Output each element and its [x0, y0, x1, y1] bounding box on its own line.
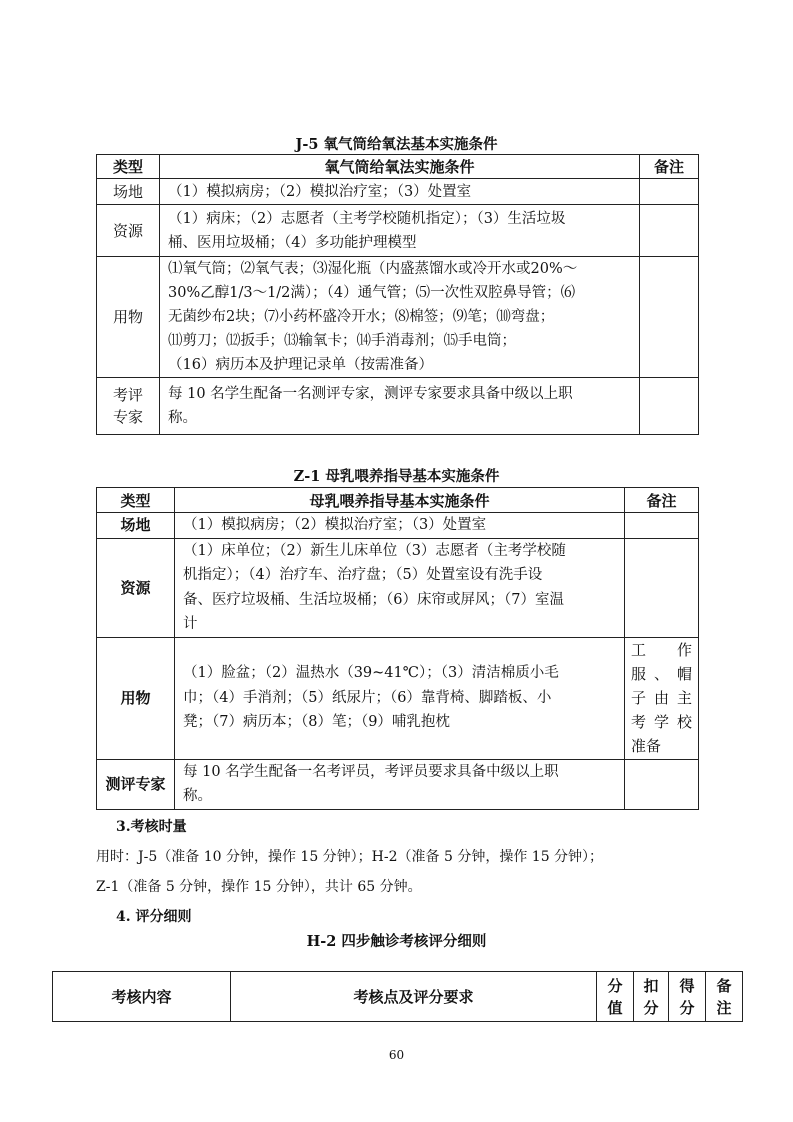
text-line: 桶、医用垃圾桶；（4）多功能护理模型 [168, 234, 417, 251]
text-line: 称。 [168, 410, 197, 426]
table1-header-row [97, 155, 699, 179]
table1-header-note: 备注 [640, 155, 699, 179]
section3-line-2: Z-1（准备 5 分钟，操作 15 分钟），共计 65 分钟。 [96, 879, 422, 895]
text-line: 考学校 [631, 713, 692, 731]
table2-header-note: 备注 [625, 488, 699, 513]
table3-header-note [706, 972, 743, 1022]
section4-subtitle: H-2 四步触诊考核评分细则 [306, 933, 487, 950]
table1-venue-note [640, 179, 699, 205]
table1-supplies-note [640, 257, 699, 378]
text-line: 考评 [112, 386, 143, 404]
table2-venue-note [625, 513, 699, 539]
text-line: 巾；（4）手消剂；（5）纸尿片；（6）靠背椅、脚踏板、小 [183, 689, 552, 706]
text-line: ⑴氧气筒；⑵氧气表；⑶湿化瓶（内盛蒸馏水或冷开水或20%～ [168, 261, 578, 277]
table1-type-venue: 场地 [97, 179, 160, 205]
table3-header-get [669, 972, 706, 1022]
text-line: 无菌纱布2块；⑺小药杯盛冷开水；⑻棉签；⑼笔；⑽弯盘； [168, 309, 555, 325]
table2-row-supplies [97, 637, 699, 759]
table3-header-content: 考核内容 [53, 972, 231, 1022]
table2-supplies-content [175, 637, 625, 759]
table2-venue-content [175, 513, 625, 539]
table1-row-venue [97, 179, 699, 205]
table1-type-supplies: 用物 [97, 257, 160, 378]
section3-line-1: 用时：J-5（准备 10 分钟，操作 15 分钟）；H-2（准备 5 分钟，操作 15 分钟）； [96, 849, 604, 865]
table2-row-resources [97, 538, 699, 637]
table2-supplies-note [625, 637, 699, 759]
section4-title: 4. 评分细则 [116, 909, 192, 925]
table3-header-row [53, 972, 743, 1022]
table2-header-type: 类型 [97, 488, 175, 513]
table2-row-venue [97, 513, 699, 539]
text-line: 每 10 名学生配备一名测评专家，测评专家要求具备中级以上职 [168, 386, 573, 402]
table2-type-experts: 测评专家 [97, 759, 175, 809]
text-line: 注 [716, 998, 732, 1017]
table1-row-experts [97, 378, 699, 435]
text-line: 准备 [631, 737, 662, 755]
text-line: 工 作 [631, 641, 692, 659]
table2-row-experts [97, 759, 699, 809]
text-line: 子由主 [631, 689, 692, 707]
text-line: ⑾剪刀；⑿扳手；⒀输氧卡；⒁手消毒剂；⒂手电筒； [168, 333, 516, 349]
text-line: 30%乙醇1/3～1/2满）；（4）通气管；⑸一次性双腔鼻导管；⑹ [168, 285, 576, 301]
table1-header-conditions: 氧气筒给氧法实施条件 [160, 155, 640, 179]
text-line: 每 10 名学生配备一名考评员，考评员要求具备中级以上职 [183, 763, 559, 780]
table1-experts-content [160, 378, 640, 435]
text-line: 分 [643, 998, 659, 1017]
table2-resources-content [175, 538, 625, 637]
text-line: 机指定）；（4）治疗车、治疗盘；（5）处置室设有洗手设 [183, 567, 543, 583]
text-line: 专家 [112, 408, 143, 426]
table2-resources-note [625, 538, 699, 637]
table3 [52, 971, 743, 1022]
text-line: （1）模拟病房；（2）模拟治疗室；（3）处置室 [168, 183, 472, 200]
text-line: 扣 [643, 976, 659, 995]
table1-supplies-content [160, 257, 640, 378]
table1-row-resources [97, 205, 699, 257]
table2-type-venue: 场地 [97, 513, 175, 539]
table1-experts-note [640, 378, 699, 435]
text-line: 备 [716, 976, 732, 995]
page-number: 60 [388, 1048, 405, 1062]
table2-experts-content [175, 759, 625, 809]
text-line: （16）病历本及护理记录单（按需准备） [168, 357, 433, 373]
table3-header-points: 考核点及评分要求 [231, 972, 597, 1022]
text-line: 值 [607, 998, 623, 1017]
text-line: （1）床单位；（2）新生儿床单位（3）志愿者（主考学校随 [183, 542, 566, 559]
section3-title: 3.考核时量 [116, 819, 187, 835]
text-line: 称。 [183, 788, 212, 804]
table1-row-supplies [97, 257, 699, 378]
table2-header-row [97, 488, 699, 513]
table2-caption: Z-1 母乳喂养指导基本实施条件 [293, 468, 500, 485]
text-line: 凳；（7）病历本；（8）笔；（9）哺乳抱枕 [183, 714, 450, 731]
table2-experts-note [625, 759, 699, 809]
text-line: 备、医疗垃圾桶、生活垃圾桶；（6）床帘或屏风；（7）室温 [183, 591, 564, 608]
text-line: 分 [679, 998, 695, 1017]
table1-type-resources: 资源 [97, 205, 160, 257]
text-line: （1）脸盆；（2）温热水（39~41℃）；（3）清洁棉质小毛 [183, 665, 559, 682]
text-line: 服、帽 [631, 665, 692, 683]
table2-type-supplies: 用物 [97, 637, 175, 759]
table2-type-resources: 资源 [97, 538, 175, 637]
table2 [96, 487, 699, 810]
text-line: 得 [679, 976, 695, 995]
table1 [96, 154, 699, 435]
table1-resources-content [160, 205, 640, 257]
table1-venue-content [160, 179, 640, 205]
table2-header-conditions: 母乳喂养指导基本实施条件 [175, 488, 625, 513]
table1-resources-note [640, 205, 699, 257]
text-line: 计 [183, 616, 198, 632]
table1-type-experts [97, 378, 160, 435]
table1-header-type: 类型 [97, 155, 160, 179]
table3-header-score [597, 972, 634, 1022]
text-line: 分 [607, 976, 623, 995]
table1-caption: J-5 氧气筒给氧法基本实施条件 [295, 136, 498, 153]
table3-header-deduct [634, 972, 669, 1022]
text-line: （1）病床；（2）志愿者（主考学校随机指定）；（3）生活垃圾 [168, 210, 566, 227]
text-line: （1）模拟病房；（2）模拟治疗室；（3）处置室 [183, 517, 487, 533]
